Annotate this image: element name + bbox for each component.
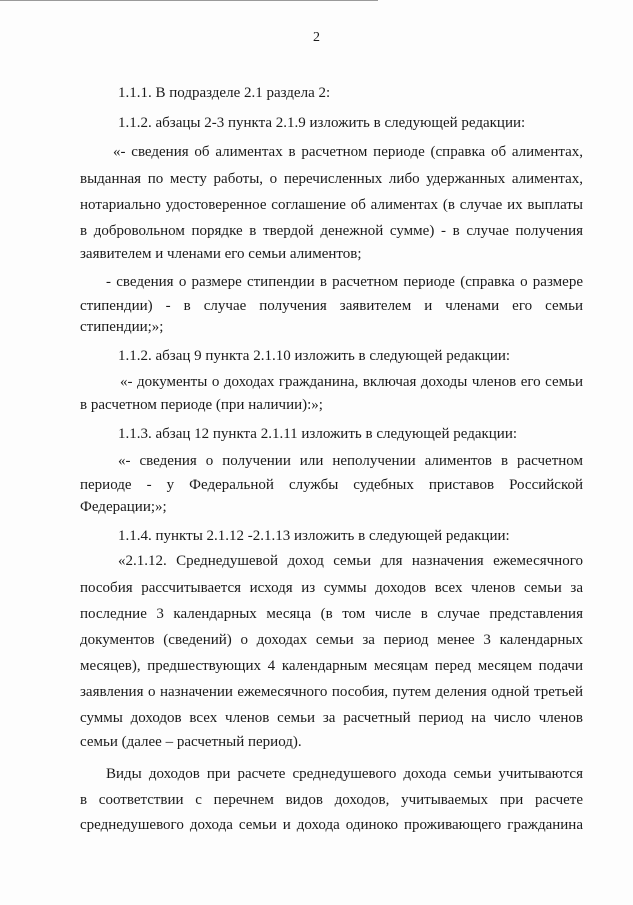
text-line: нотариально удостоверенное соглашение об алиментах (в случае их выплаты <box>80 197 583 213</box>
text-line: выданная по месту работы, о перечисленных либо удержанных алиментах, <box>80 171 583 187</box>
scan-edge-line <box>0 0 378 1</box>
text-line: Федерации;»; <box>80 499 167 515</box>
text-line: месяцев), предшествующих 4 календарным месяцам перед месяцем подачи <box>80 658 583 674</box>
text-line: стипендии;»; <box>80 319 164 335</box>
page-number: 2 <box>313 30 320 45</box>
text-line: 1.1.1. В подразделе 2.1 раздела 2: <box>118 85 331 101</box>
text-line: семьи (далее – расчетный период). <box>80 734 302 750</box>
text-line: среднедушевого дохода семьи и дохода одиноко проживающего гражданина <box>80 817 583 833</box>
text-line: «- документы о доходах гражданина, включая доходы членов его семьи <box>120 374 583 390</box>
text-line: стипендии) - в случае получения заявителем и членами его семьи <box>80 298 583 314</box>
text-line: документов (сведений) о доходах семьи за период менее 3 календарных <box>80 632 583 648</box>
text-line: 1.1.3. абзац 12 пункта 2.1.11 изложить в следующей редакции: <box>118 426 518 442</box>
text-line: пособия рассчитывается исходя из суммы доходов всех членов семьи за <box>80 580 583 596</box>
text-line: «- сведения о получении или неполучении алиментов в расчетном <box>118 453 583 469</box>
text-line: в добровольном порядке в твердой денежной сумме) - в случае получения <box>80 223 583 239</box>
text-line: 1.1.4. пункты 2.1.12 -2.1.13 изложить в следующей редакции: <box>118 528 510 544</box>
text-line: «- сведения об алиментах в расчетном периоде (справка об алиментах, <box>113 144 583 160</box>
text-line: «2.1.12. Среднедушевой доход семьи для назначения ежемесячного <box>118 553 583 569</box>
text-line: последние 3 календарных месяца (в том числе в случае представления <box>80 606 583 622</box>
text-line: в соответствии с перечнем видов доходов, учитываемых при расчете <box>80 792 583 808</box>
text-line: заявителем и членами его семьи алиментов; <box>80 246 362 262</box>
text-line: 1.1.2. абзацы 2-3 пункта 2.1.9 изложить в следующей редакции: <box>118 115 526 131</box>
text-line: периоде - у Федеральной службы судебных приставов Российской <box>80 477 583 493</box>
text-line: заявления о назначении ежемесячного пособия, путем деления одной третьей <box>80 684 583 700</box>
text-line: 1.1.2. абзац 9 пункта 2.1.10 изложить в следующей редакции: <box>118 348 511 364</box>
text-line: - сведения о размере стипендии в расчетном периоде (справка о размере <box>106 274 583 290</box>
text-line: суммы доходов всех членов семьи за расчетный период на число членов <box>80 710 583 726</box>
text-line: в расчетном периоде (при наличии):»; <box>80 397 323 413</box>
text-line: Виды доходов при расчете среднедушевого дохода семьи учитываются <box>106 766 583 782</box>
